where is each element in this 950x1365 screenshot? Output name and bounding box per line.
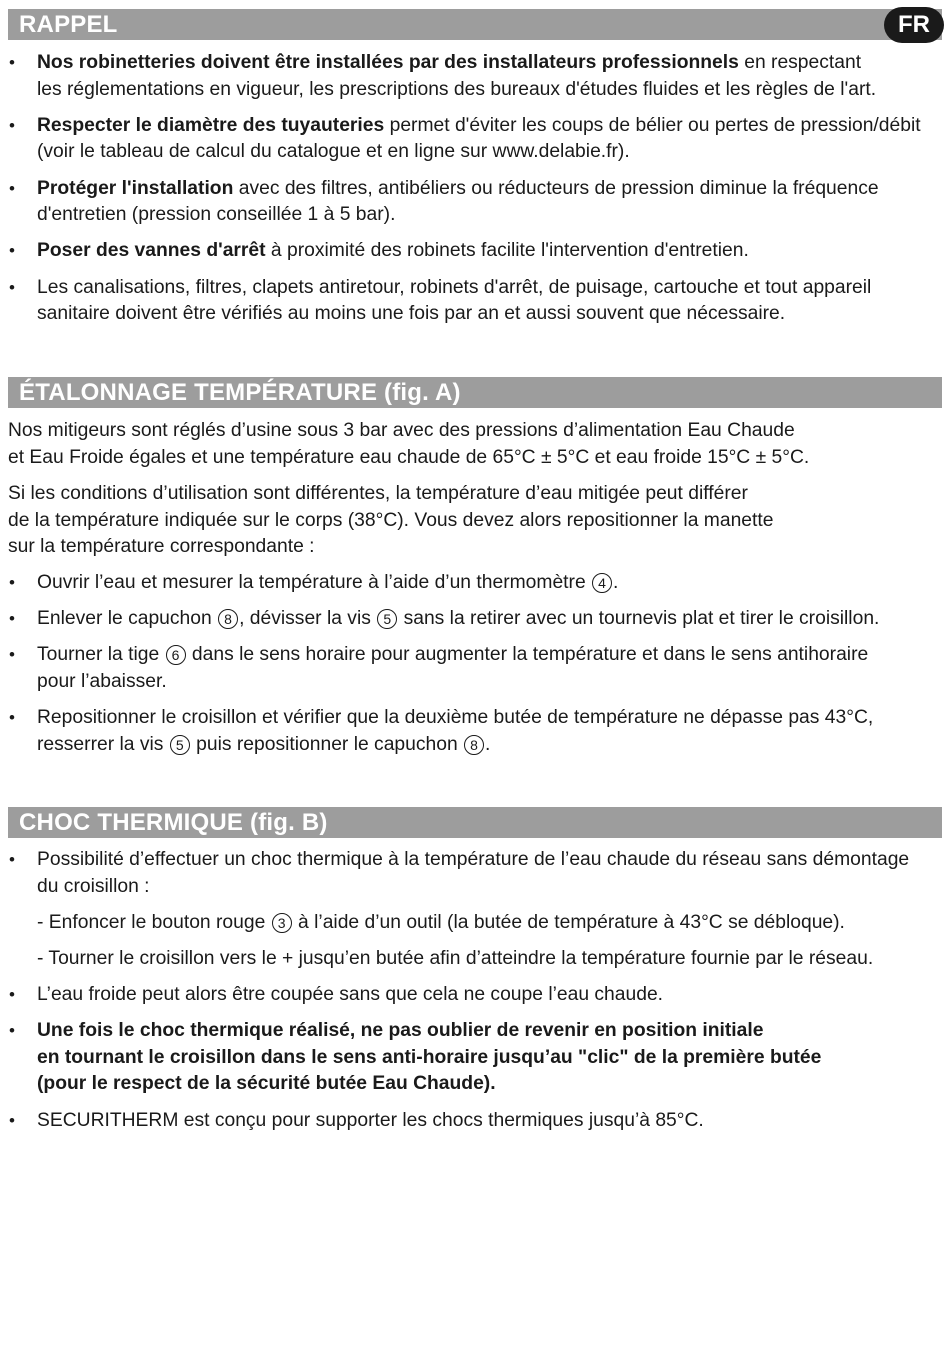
- choc-list-continued: [0, 982, 944, 1144]
- list-item: • Respecter le diamètre des tuyauteries permet d'éviter les coups de bélier ou pertes de pression/débit (voir le tableau de calcul du catalogue et en ligne sur www.delabie.fr).: [0, 113, 944, 166]
- list-item: • Nos robinetteries doivent être installées par des installateurs professionnels en respectant les réglementations en vigueur, les prescriptions des bureaux d'études fluides et les règles de l'art.: [0, 50, 944, 103]
- language-badge: FR: [884, 7, 944, 43]
- section-header-choc: CHOC THERMIQUE (fig. B): [8, 807, 942, 838]
- intro-paragraph: Nos mitigeurs sont réglés d’usine sous 3 bar avec des pressions d’alimentation Eau Chaude et Eau Froide égales et une température eau chaude de 65°C ± 5°C et eau froide 15°C ± 5°C.: [8, 420, 810, 468]
- list-item: • Possibilité d’effectuer un choc thermique à la température de l’eau chaude du réseau sans démontage du croisillon :: [0, 847, 944, 900]
- rappel-list: [0, 50, 944, 337]
- sub-step: - Tourner le croisillon vers le + jusqu’en butée afin d’atteindre la température fournie par le réseau.: [37, 948, 874, 970]
- choc-list: [0, 847, 944, 910]
- list-item: • Protéger l'installation avec des filtres, antibéliers ou réducteurs de pression diminue la fréquence d'entretien (pression conseillée 1 à 5 bar).: [0, 176, 944, 229]
- callout-number-icon: 6: [166, 645, 186, 665]
- callout-number-icon: 5: [377, 609, 397, 629]
- list-item: • Une fois le choc thermique réalisé, ne pas oublier de revenir en position initiale en tournant le croisillon dans le sens anti-horaire jusqu’au "clic" de la première butée (pour le respect de la sécurité butée Eau Chaude).: [0, 1018, 944, 1098]
- sub-step: - Enfoncer le bouton rouge 3 à l’aide d’un outil (la butée de température à 43°C se débloque).: [37, 912, 845, 933]
- list-item: • Ouvrir l’eau et mesurer la température à l’aide d’un thermomètre 4 .: [0, 570, 944, 597]
- list-item: • Les canalisations, filtres, clapets antiretour, robinets d'arrêt, de puisage, cartouche et tout appareil sanitaire doivent être vérifiés au moins une fois par an et aussi souvent que nécessaire.: [0, 275, 944, 328]
- list-item: • SECURITHERM est conçu pour supporter les chocs thermiques jusqu’à 85°C.: [0, 1108, 944, 1135]
- list-item: • L’eau froide peut alors être coupée sans que cela ne coupe l’eau chaude.: [0, 982, 944, 1009]
- sub-steps: [0, 910, 944, 982]
- conditions-paragraph: Si les conditions d’utilisation sont différentes, la température d’eau mitigée peut différer de la température indiquée sur le corps (38°C). Vous devez alors repositionner la manette sur la température correspondante :: [8, 483, 774, 558]
- list-item: • Poser des vannes d'arrêt à proximité des robinets facilite l'intervention d'entretien.: [0, 238, 944, 265]
- section-header-etalonnage: ÉTALONNAGE TEMPÉRATURE (fig. A): [8, 377, 942, 408]
- callout-number-icon: 5: [170, 735, 190, 755]
- section-header-rappel: RAPPEL: [8, 9, 942, 40]
- etalonnage-list: [0, 570, 944, 768]
- callout-number-icon: 8: [218, 609, 238, 629]
- callout-number-icon: 3: [272, 913, 292, 933]
- list-item: • Tourner la tige 6 dans le sens horaire pour augmenter la température et dans le sens antihoraire pour l’abaisser.: [0, 642, 944, 695]
- list-item: • Enlever le capuchon 8 , dévisser la vis 5 sans la retirer avec un tournevis plat et tirer le croisillon.: [0, 606, 944, 633]
- list-item: • Repositionner le croisillon et vérifier que la deuxième butée de température ne dépasse pas 43°C, resserrer la vis 5 puis repositionner le capuchon 8 .: [0, 705, 944, 758]
- callout-number-icon: 8: [464, 735, 484, 755]
- callout-number-icon: 4: [592, 573, 612, 593]
